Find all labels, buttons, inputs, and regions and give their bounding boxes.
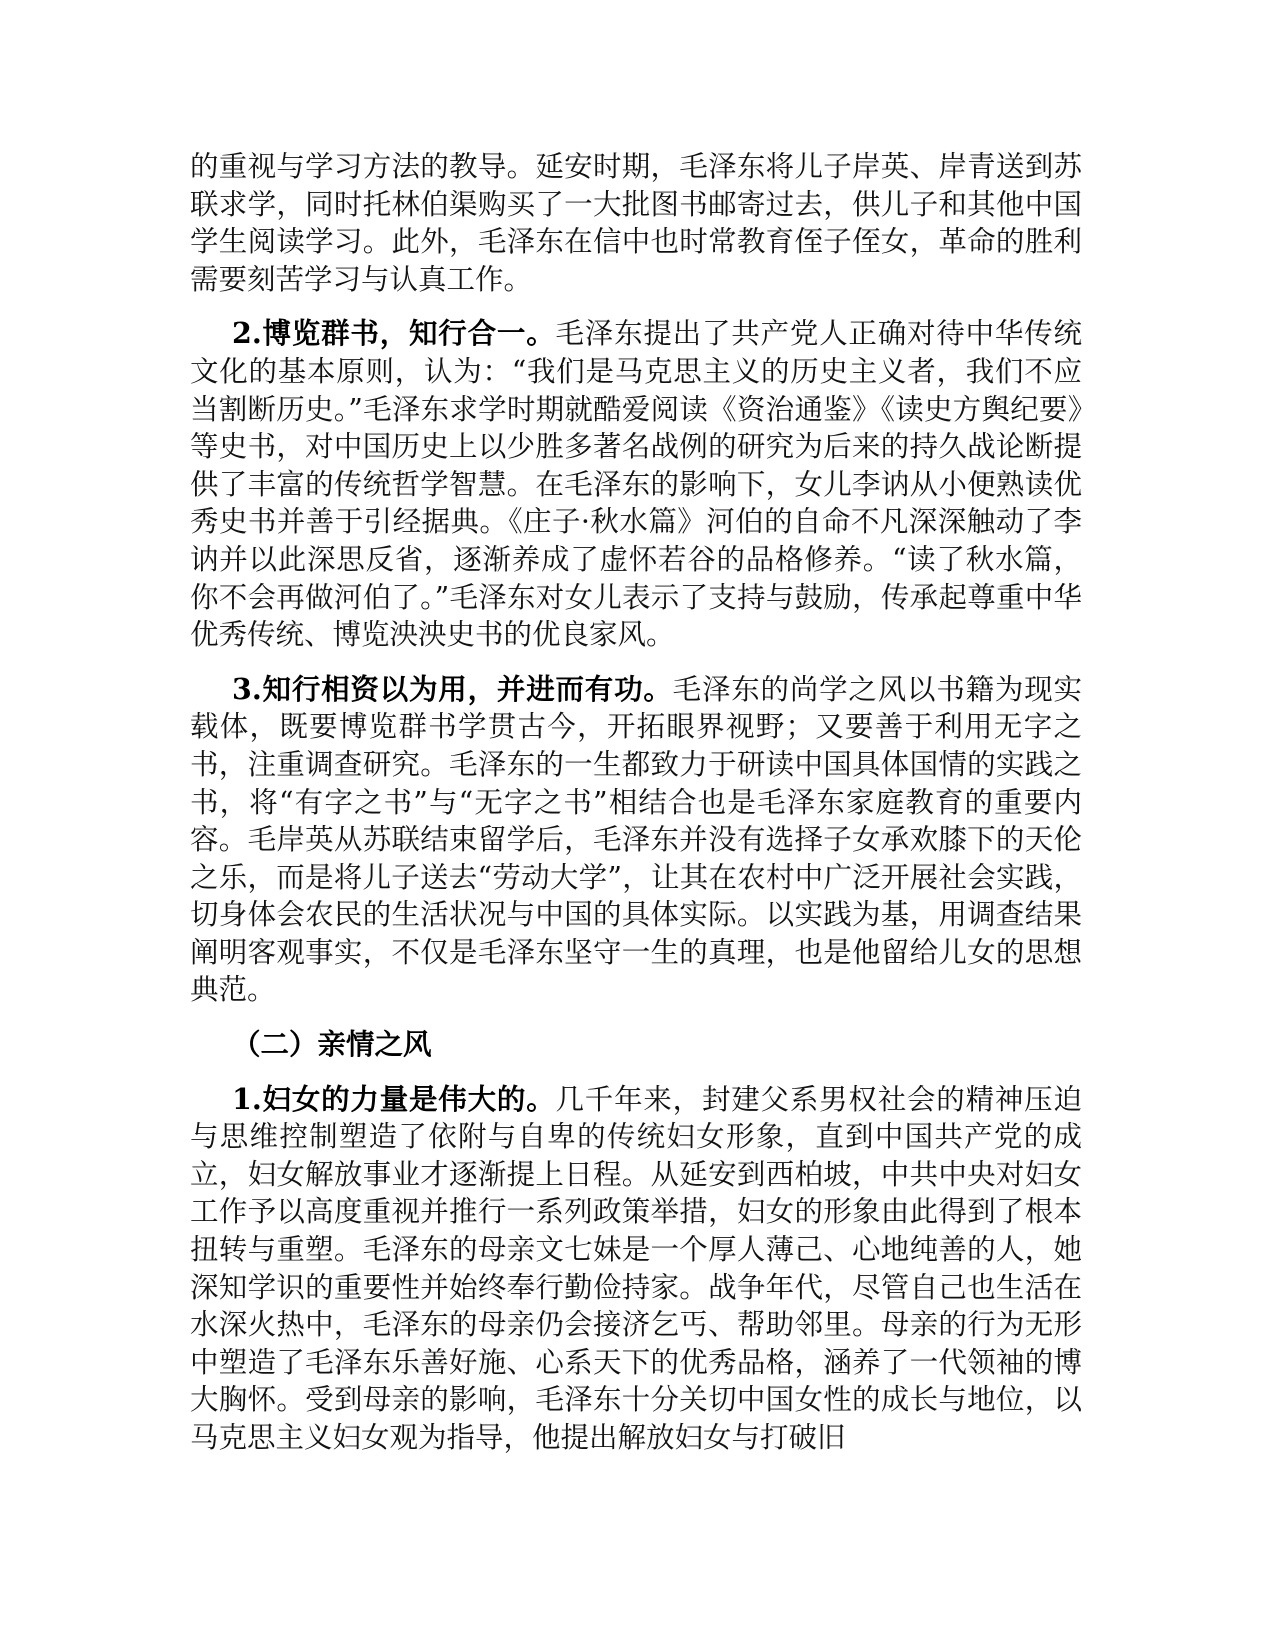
paragraph-lead: 3.知行相资以为用，并进而有功。 [232,671,673,706]
paragraph-text: 几千年来，封建父系男权社会的精神压迫与思维控制塑造了依附与自卑的传统妇女形象，直到中国共产党的成立，妇女解放事业才逐渐提上日程。从延安到西柏坡，中共中央对妇女工作予以高度重视并推行一系列政策举措，妇女的形象由此得到了根本扭转与重塑。毛泽东的母亲文七妹是一个厚人薄己、心地纯善的人，她深知学识的重要性并始终奉行勤俭持家。战争年代，尽管自己也生活在水深火热中，毛泽东的母亲仍会接济乞丐、帮助邻里。母亲的行为无形中塑造了毛泽东乐善好施、心系天下的优秀品格，涵养了一代领袖的博大胸怀。受到母亲的影响，毛泽东十分关切中国女性的成长与地位，以马克思主义妇女观为指导，他提出解放妇女与打破旧 [190,1082,1082,1454]
paragraph-lead: 1.妇女的力量是伟大的。 [232,1081,556,1116]
section-heading: （二）亲情之风 [232,1027,432,1062]
paragraph-text: 毛泽东提出了共产党人正确对待中华传统文化的基本原则，认为：“我们是马克思主义的历史主义者，我们不应当割断历史。”毛泽东求学时期就酷爱阅读《资治通鉴》《读史方舆纪要》等史书，对中国历史上以少胜多著名战例的研究为后来的持久战论断提供了丰富的传统哲学智慧。在毛泽东的影响下，女儿李讷从小便熟读优秀史书并善于引经据典。《庄子·秋水篇》河伯的自命不凡深深触动了李讷并以此深思反省，逐渐养成了虚怀若谷的品格修养。“读了秋水篇，你不会再做河伯了。”毛泽东对女儿表示了支持与鼓励，传承起尊重中华优秀传统、博览泱泱史书的优良家风。 [190,317,1082,652]
paragraph-lead: 2.博览群书，知行合一。 [232,316,556,351]
document-page [190,148,1082,1474]
paragraph-knowledge-practice [190,671,1082,1009]
paragraph-women-power [190,1081,1082,1457]
paragraph-text: 毛泽东的尚学之风以书籍为现实载体，既要博览群书学贯古今，开拓眼界视野；又要善于利用无字之书，注重调查研究。毛泽东的一生都致力于研读中国具体国情的实践之书，将“有字之书”与“无字之书”相结合也是毛泽东家庭教育的重要内容。毛岸英从苏联结束留学后，毛泽东并没有选择子女承欢膝下的天伦之乐，而是将儿子送去“劳动大学”，让其在农村中广泛开展社会实践，切身体会农民的生活状况与中国的具体实际。以实践为基，用调查结果阐明客观事实，不仅是毛泽东坚守一生的真理，也是他留给儿女的思想典范。 [190,672,1082,1007]
paragraph-text: 的重视与学习方法的教导。延安时期，毛泽东将儿子岸英、岸青送到苏联求学，同时托林伯渠购买了一大批图书邮寄过去，供儿子和其他中国学生阅读学习。此外，毛泽东在信中也时常教育侄子侄女，革命的胜利需要刻苦学习与认真工作。 [190,150,1082,296]
paragraph-broad-reading [190,315,1082,653]
paragraph-continuation [190,148,1082,298]
